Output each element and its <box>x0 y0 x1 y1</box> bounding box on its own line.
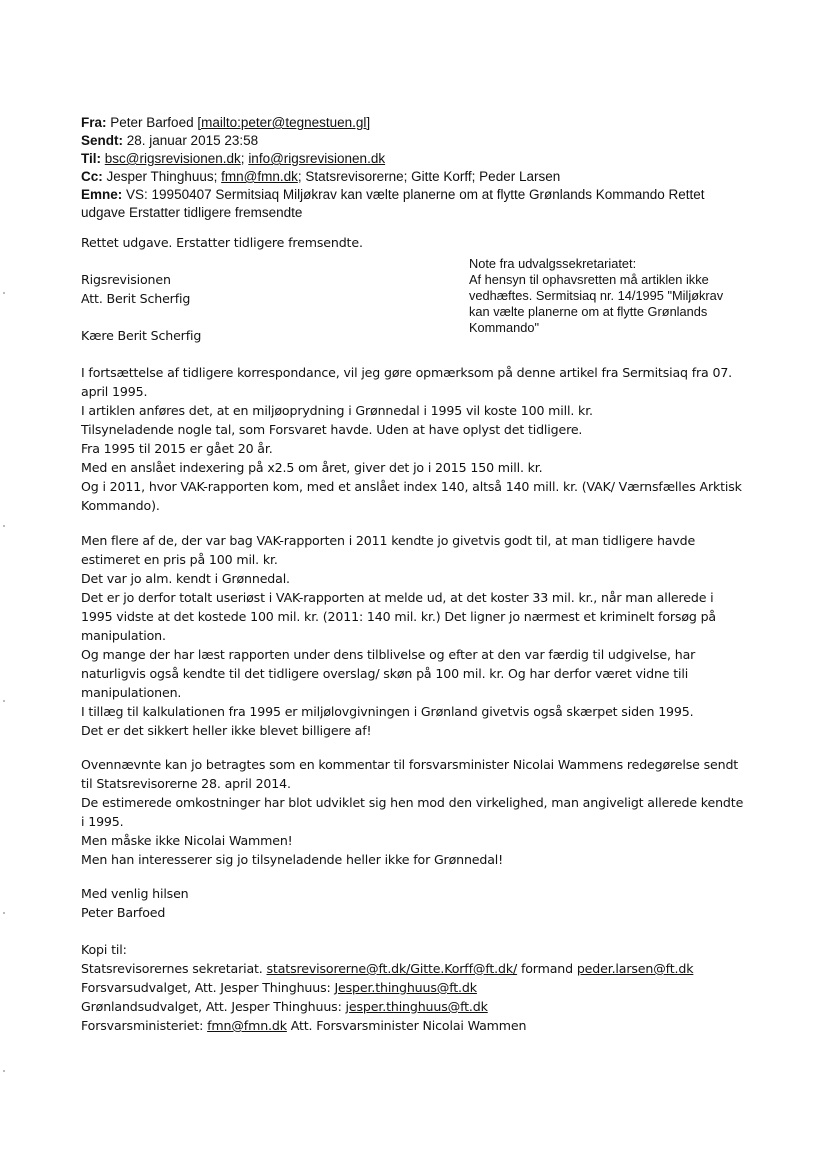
paragraph-1 <box>81 363 742 515</box>
recipient-att: Att. Berit Scherfig <box>81 291 191 306</box>
email-link[interactable]: peder.larsen@ft.dk <box>576 961 694 976</box>
text-line: Men han interesserer sig jo tilsyneladende heller ikke for Grønnedal! <box>81 852 504 867</box>
from-line: Fra: Peter Barfoed [mailto:peter@tegnestuen.gl] <box>81 115 371 130</box>
subject-line: Emne: VS: 19950407 Sermitsiaq Miljøkrav kan vælte planerne om at flytte Grønlands Kommando Rettet <box>81 187 705 202</box>
sent-date: 28. januar 2015 23:58 <box>126 133 259 148</box>
text-line: manipulation. <box>81 628 166 643</box>
scan-speck <box>3 912 5 914</box>
cc-line: Cc: Jesper Thinghuus; fmn@fmn.dk; Statsrevisorerne; Gitte Korff; Peder Larsen <box>81 169 561 184</box>
text-line: Med en anslået indexering på x2.5 om året, giver det jo i 2015 150 mill. kr. <box>81 460 543 475</box>
text-line: Og i 2011, hvor VAK-rapporten kom, med et anslået index 140, altså 140 mill. kr. (VAK/ Værnsfælles Arktisk <box>81 479 742 494</box>
copy-line: Forsvarsudvalget, Att. Jesper Thinghuus: Jesper.thinghuus@ft.dk <box>81 980 477 995</box>
scan-speck <box>3 292 5 294</box>
text-line: til Statsrevisorerne 28. april 2014. <box>81 776 291 791</box>
text-line: naturligvis også kendte til det tidligere overslag/ skøn på 100 mil. kr. Og har derfor været vidne tili <box>81 666 689 681</box>
closing-block <box>81 884 189 922</box>
subject-line-continued: udgave Erstatter tidligere fremsendte <box>81 205 303 220</box>
secretariat-note <box>469 256 769 336</box>
text-line: i 1995. <box>81 814 124 829</box>
from-name: Peter Barfoed <box>110 115 194 130</box>
email-link[interactable]: statsrevisorerne@ft.dk/Gitte.Korff@ft.dk/ <box>266 961 518 976</box>
email-header <box>81 114 741 222</box>
text-line: Ovennævnte kan jo betragtes som en kommentar til forsvarsminister Nicolai Wammens redegørelse sendt <box>81 757 739 772</box>
recipient-block <box>81 270 190 308</box>
text-line: I artiklen anføres det, at en miljøoprydning i Grønnedal i 1995 vil koste 100 mill. kr. <box>81 403 593 418</box>
scan-speck <box>3 700 5 702</box>
text-line: estimeret en pris på 100 mil. kr. <box>81 552 278 567</box>
copies-block <box>81 940 693 1035</box>
text-line: Men flere af de, der var bag VAK-rapporten i 2011 kendte jo givetvis godt til, at man tidligere havde <box>81 533 696 548</box>
text-line: manipulationen. <box>81 685 182 700</box>
intro-text: Rettet udgave. Erstatter tidligere fremsendte. <box>81 235 363 250</box>
copy-line: Grønlandsudvalget, Att. Jesper Thinghuus: jesper.thinghuus@ft.dk <box>81 999 488 1014</box>
text-line: Det er jo derfor totalt useriøst i VAK-rapporten at melde ud, at det koster 33 mil. kr., når man allerede i <box>81 590 714 605</box>
note-line: kan vælte planerne om at flytte Grønlands <box>469 304 708 319</box>
text-line: Det er det sikkert heller ikke blevet billigere af! <box>81 723 372 738</box>
paragraph-2 <box>81 531 716 740</box>
text-line: Og mange der har læst rapporten under dens tilblivelse og efter at den var færdig til udgivelse, har <box>81 647 696 662</box>
text-line: Kommando). <box>81 498 160 513</box>
copy-line: Forsvarsministeriet: fmn@fmn.dk Att. Forsvarsminister Nicolai Wammen <box>81 1018 527 1033</box>
signature-name: Peter Barfoed <box>81 905 166 920</box>
note-line: Af hensyn til ophavsretten må artiklen ikke <box>469 272 709 287</box>
text-line: Fra 1995 til 2015 er gået 20 år. <box>81 441 273 456</box>
text-line: Tilsyneladende nogle tal, som Forsvaret havde. Uden at have oplyst det tidligere. <box>81 422 583 437</box>
scan-speck <box>3 525 5 527</box>
note-line: Note fra udvalgssekretariatet: <box>469 256 637 271</box>
note-line: vedhæftes. Sermitsiaq nr. 14/1995 "Miljøkrav <box>469 288 724 303</box>
email-link[interactable]: fmn@fmn.dk <box>207 1018 287 1033</box>
from-mailto-link[interactable]: [mailto:peter@tegnestuen.gl] <box>197 115 371 130</box>
recipient-org: Rigsrevisionen <box>81 272 171 287</box>
copy-line: Statsrevisorernes sekretariat. statsrevisorerne@ft.dk/Gitte.Korff@ft.dk/ formand peder.larsen@ft.dk <box>81 961 694 976</box>
sent-line: Sendt: 28. januar 2015 23:58 <box>81 133 259 148</box>
to-email-link[interactable]: bsc@rigsrevisionen.dk <box>104 151 241 166</box>
text-line: De estimerede omkostninger har blot udviklet sig hen mod den virkelighed, man angiveligt allerede kendte <box>81 795 744 810</box>
text-line: Det var jo alm. kendt i Grønnedal. <box>81 571 290 586</box>
to-line: Til: bsc@rigsrevisionen.dk; info@rigsrevisionen.dk <box>81 151 386 166</box>
salutation: Kære Berit Scherfig <box>81 328 202 343</box>
scan-speck <box>3 1070 5 1072</box>
cc-email-link[interactable]: fmn@fmn.dk <box>221 169 298 184</box>
email-link[interactable]: jesper.thinghuus@ft.dk <box>345 999 488 1014</box>
text-line: I tillæg til kalkulationen fra 1995 er miljølovgivningen i Grønland givetvis også skærpet siden 1995. <box>81 704 694 719</box>
email-link[interactable]: Jesper.thinghuus@ft.dk <box>334 980 477 995</box>
paragraph-3 <box>81 755 743 869</box>
to-email-link[interactable]: info@rigsrevisionen.dk <box>248 151 386 166</box>
text-line: april 1995. <box>81 384 148 399</box>
text-line: I fortsættelse af tidligere korrespondance, vil jeg gøre opmærksom på denne artikel fra Sermitsiaq fra 07. <box>81 365 733 380</box>
text-line: 1995 vidste at det kostede 100 mil. kr. (2011: 140 mil. kr.) Det ligner jo nærmest et kriminelt forsøg på <box>81 609 716 624</box>
closing-greeting: Med venlig hilsen <box>81 886 189 901</box>
note-line: Kommando" <box>469 320 539 335</box>
copies-label: Kopi til: <box>81 942 127 957</box>
text-line: Men måske ikke Nicolai Wammen! <box>81 833 293 848</box>
